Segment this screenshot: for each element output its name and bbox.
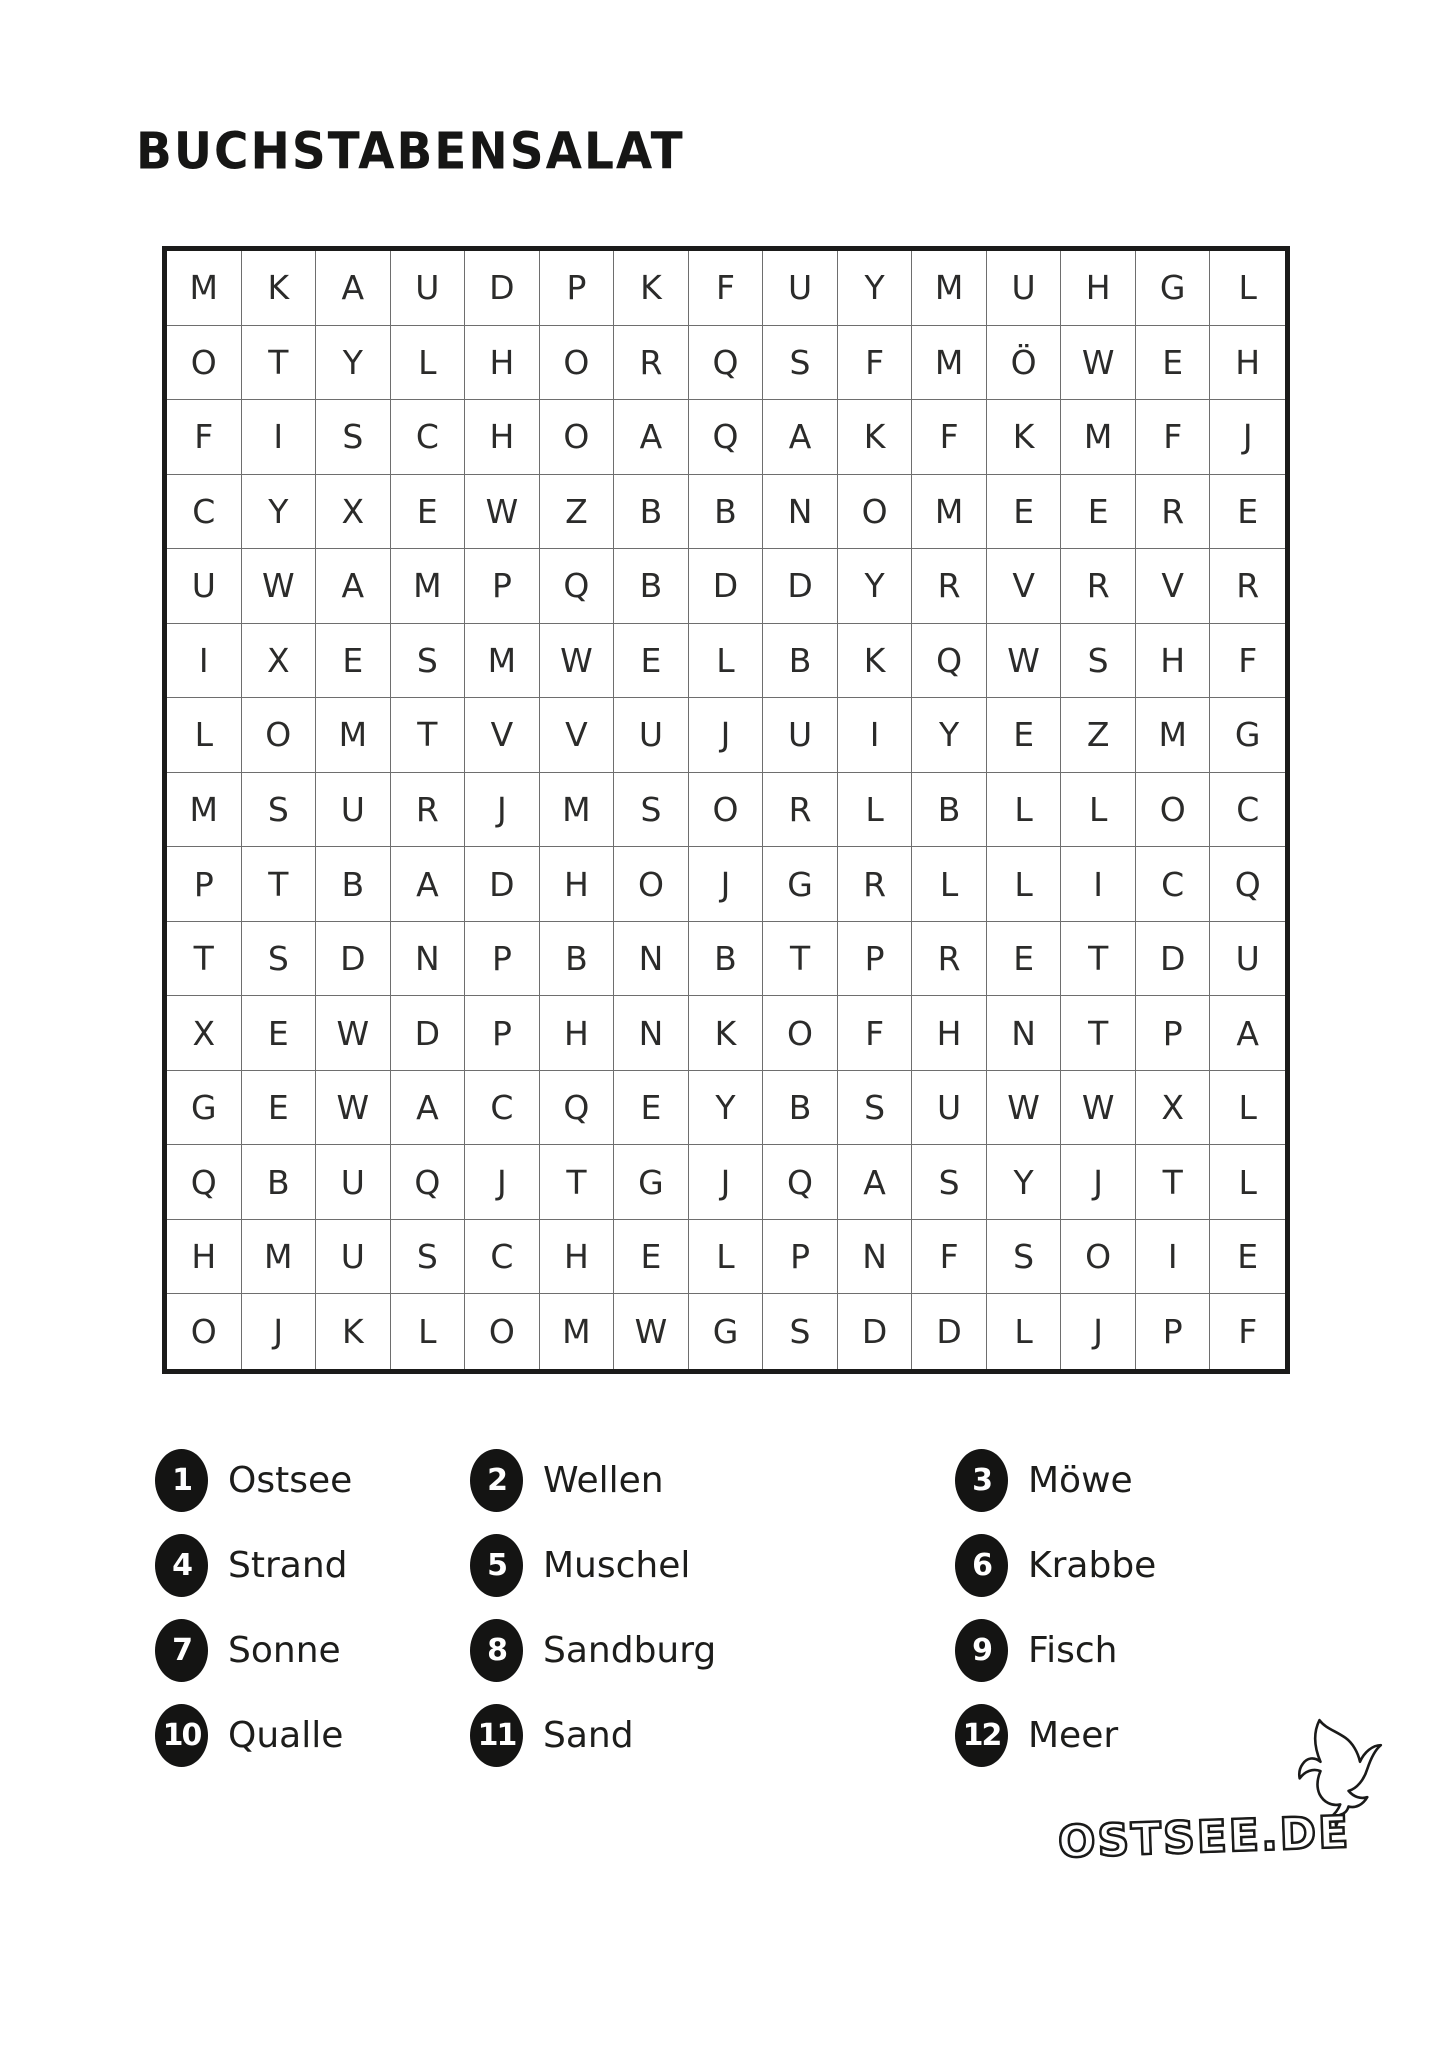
grid-cell-r3-c2[interactable]: I bbox=[242, 400, 317, 475]
word-list-item-1 bbox=[155, 1438, 470, 1523]
grid-cell-r3-c12[interactable]: K bbox=[987, 400, 1062, 475]
logo bbox=[1050, 1700, 1410, 1900]
grid-cell-r5-c3[interactable]: A bbox=[316, 549, 391, 624]
word-number-badge: 3 bbox=[955, 1449, 1008, 1512]
word-number-badge: 12 bbox=[955, 1704, 1008, 1767]
grid-cell-r10-c13[interactable]: T bbox=[1061, 922, 1136, 997]
grid-cell-r5-c1[interactable]: U bbox=[167, 549, 242, 624]
grid-cell-r5-c5[interactable]: P bbox=[465, 549, 540, 624]
grid-cell-r3-c4[interactable]: C bbox=[391, 400, 466, 475]
word-label: Sonne bbox=[228, 1630, 341, 1671]
grid-cell-r2-c13[interactable]: W bbox=[1061, 326, 1136, 401]
word-number-badge: 2 bbox=[470, 1449, 523, 1512]
grid-cell-r11-c3[interactable]: W bbox=[316, 996, 391, 1071]
grid-cell-r5-c7[interactable]: B bbox=[614, 549, 689, 624]
grid-cell-r7-c11[interactable]: Y bbox=[912, 698, 987, 773]
grid-cell-r3-c8[interactable]: Q bbox=[689, 400, 764, 475]
grid-cell-r1-c3[interactable]: A bbox=[316, 251, 391, 326]
grid-cell-r10-c12[interactable]: E bbox=[987, 922, 1062, 997]
grid-cell-r6-c5[interactable]: M bbox=[465, 624, 540, 699]
grid-cell-r15-c13[interactable]: J bbox=[1061, 1294, 1136, 1369]
grid-cell-r11-c10[interactable]: F bbox=[838, 996, 913, 1071]
grid-cell-r4-c9[interactable]: N bbox=[763, 475, 838, 550]
grid-cell-r3-c11[interactable]: F bbox=[912, 400, 987, 475]
grid-cell-r9-c9[interactable]: G bbox=[763, 847, 838, 922]
grid-cell-r2-c4[interactable]: L bbox=[391, 326, 466, 401]
grid-cell-r3-c13[interactable]: M bbox=[1061, 400, 1136, 475]
grid-cell-r8-c6[interactable]: M bbox=[540, 773, 615, 848]
word-list-item-2 bbox=[470, 1438, 955, 1523]
grid-cell-r4-c15[interactable]: E bbox=[1210, 475, 1285, 550]
grid-cell-r15-c11[interactable]: D bbox=[912, 1294, 987, 1369]
grid-cell-r3-c10[interactable]: K bbox=[838, 400, 913, 475]
grid-cell-r15-c14[interactable]: P bbox=[1136, 1294, 1211, 1369]
grid-cell-r13-c11[interactable]: S bbox=[912, 1145, 987, 1220]
grid-cell-r15-c10[interactable]: D bbox=[838, 1294, 913, 1369]
word-list-item-9 bbox=[955, 1608, 1315, 1693]
grid-cell-r14-c11[interactable]: F bbox=[912, 1220, 987, 1295]
grid-cell-r7-c5[interactable]: V bbox=[465, 698, 540, 773]
grid-cell-r5-c11[interactable]: R bbox=[912, 549, 987, 624]
grid-cell-r1-c5[interactable]: D bbox=[465, 251, 540, 326]
grid-cell-r10-c10[interactable]: P bbox=[838, 922, 913, 997]
word-number-badge: 5 bbox=[470, 1534, 523, 1597]
grid-cell-r4-c10[interactable]: O bbox=[838, 475, 913, 550]
grid-cell-r7-c4[interactable]: T bbox=[391, 698, 466, 773]
grid-cell-r12-c5[interactable]: C bbox=[465, 1071, 540, 1146]
word-label: Möwe bbox=[1028, 1460, 1133, 1501]
grid-cell-r12-c3[interactable]: W bbox=[316, 1071, 391, 1146]
grid-cell-r3-c3[interactable]: S bbox=[316, 400, 391, 475]
grid-cell-r2-c6[interactable]: O bbox=[540, 326, 615, 401]
grid-cell-r6-c7[interactable]: E bbox=[614, 624, 689, 699]
grid-cell-r8-c14[interactable]: O bbox=[1136, 773, 1211, 848]
grid-cell-r15-c15[interactable]: F bbox=[1238, 1312, 1258, 1352]
grid-cell-r5-c10[interactable]: Y bbox=[838, 549, 913, 624]
word-list-item-11 bbox=[470, 1693, 955, 1778]
grid-cell-r6-c14[interactable]: H bbox=[1136, 624, 1211, 699]
grid-cell-r8-c10[interactable]: L bbox=[838, 773, 913, 848]
grid-cell-r6-c15[interactable]: F bbox=[1210, 624, 1285, 699]
grid-cell-r9-c12[interactable]: L bbox=[987, 847, 1062, 922]
letter-grid bbox=[162, 246, 1290, 1374]
grid-cell-r7-c12[interactable]: E bbox=[987, 698, 1062, 773]
grid-cell-r10-c15[interactable]: U bbox=[1210, 922, 1285, 997]
grid-cell-r14-c6[interactable]: H bbox=[540, 1220, 615, 1295]
grid-cell-r2-c14[interactable]: E bbox=[1136, 326, 1211, 401]
grid-cell-r13-c6[interactable]: T bbox=[540, 1145, 615, 1220]
grid-cell-r14-c14[interactable]: I bbox=[1136, 1220, 1211, 1295]
grid-cell-r7-c2[interactable]: O bbox=[242, 698, 317, 773]
word-number-badge: 4 bbox=[155, 1534, 208, 1597]
grid-cell-r3-c5[interactable]: H bbox=[465, 400, 540, 475]
grid-cell-r1-c13[interactable]: H bbox=[1061, 251, 1136, 326]
grid-cell-r9-c4[interactable]: A bbox=[391, 847, 466, 922]
grid-cell-r7-c8[interactable]: J bbox=[689, 698, 764, 773]
grid-cell-r13-c4[interactable]: Q bbox=[391, 1145, 466, 1220]
grid-cell-r11-c4[interactable]: D bbox=[391, 996, 466, 1071]
grid-cell-r8-c15[interactable]: C bbox=[1210, 773, 1285, 848]
grid-cell-r14-c7[interactable]: E bbox=[614, 1220, 689, 1295]
grid-cell-r12-c4[interactable]: A bbox=[391, 1071, 466, 1146]
grid-cell-r6-c3[interactable]: E bbox=[316, 624, 391, 699]
grid-cell-r9-c3[interactable]: B bbox=[316, 847, 391, 922]
grid-cell-r12-c15[interactable]: L bbox=[1210, 1071, 1285, 1146]
grid-cell-r2-c1[interactable]: O bbox=[167, 326, 242, 401]
grid-cell-r10-c8[interactable]: B bbox=[689, 922, 764, 997]
grid-cell-r6-c12[interactable]: W bbox=[987, 624, 1062, 699]
word-label: Qualle bbox=[228, 1715, 344, 1756]
grid-cell-r6-c4[interactable]: S bbox=[391, 624, 466, 699]
grid-cell-r4-c11[interactable]: M bbox=[912, 475, 987, 550]
word-label: Muschel bbox=[543, 1545, 691, 1586]
grid-cell-r13-c10[interactable]: A bbox=[838, 1145, 913, 1220]
grid-cell-r1-c11[interactable]: M bbox=[912, 251, 987, 326]
grid-cell-r12-c1[interactable]: G bbox=[167, 1071, 242, 1146]
grid-cell-r8-c11[interactable]: B bbox=[912, 773, 987, 848]
grid-cell-r15-c8[interactable]: G bbox=[689, 1294, 764, 1369]
grid-cell-r12-c2[interactable]: E bbox=[242, 1071, 317, 1146]
word-list-item-10 bbox=[155, 1693, 470, 1778]
grid-cell-r8-c13[interactable]: L bbox=[1061, 773, 1136, 848]
grid-cell-r7-c3[interactable]: M bbox=[316, 698, 391, 773]
grid-cell-r7-c1[interactable]: L bbox=[167, 698, 242, 773]
grid-cell-r13-c9[interactable]: Q bbox=[763, 1145, 838, 1220]
grid-cell-r14-c13[interactable]: O bbox=[1061, 1220, 1136, 1295]
grid-cell-r13-c8[interactable]: J bbox=[689, 1145, 764, 1220]
word-label: Wellen bbox=[543, 1460, 664, 1501]
grid-cell-r14-c4[interactable]: S bbox=[391, 1220, 466, 1295]
grid-cell-r10-c3[interactable]: D bbox=[316, 922, 391, 997]
grid-cell-r9-c13[interactable]: I bbox=[1061, 847, 1136, 922]
grid-cell-r7-c15[interactable]: G bbox=[1210, 698, 1285, 773]
word-label: Sand bbox=[543, 1715, 634, 1756]
grid-cell-r2-c11[interactable]: M bbox=[912, 326, 987, 401]
grid-cell-r6-c1[interactable]: I bbox=[167, 624, 242, 699]
grid-cell-r8-c5[interactable]: J bbox=[465, 773, 540, 848]
grid-cell-r1-c14[interactable]: G bbox=[1136, 251, 1211, 326]
grid-cell-r11-c12[interactable]: N bbox=[987, 996, 1062, 1071]
grid-cell-r5-c4[interactable]: M bbox=[391, 549, 466, 624]
grid-cell-r11-c1[interactable]: X bbox=[167, 996, 242, 1071]
grid-cell-r2-c10[interactable]: F bbox=[838, 326, 913, 401]
word-number-badge: 1 bbox=[155, 1449, 208, 1512]
grid-cell-r2-c8[interactable]: Q bbox=[689, 326, 764, 401]
grid-cell-r9-c5[interactable]: D bbox=[465, 847, 540, 922]
grid-cell-r6-c2[interactable]: X bbox=[242, 624, 317, 699]
grid-cell-r6-c11[interactable]: Q bbox=[912, 624, 987, 699]
grid-cell-r14-c3[interactable]: U bbox=[316, 1220, 391, 1295]
grid-cell-r5-c9[interactable]: D bbox=[763, 549, 838, 624]
grid-cell-r5-c15[interactable]: R bbox=[1210, 549, 1285, 624]
grid-cell-r6-c9[interactable]: B bbox=[763, 624, 838, 699]
grid-cell-r4-c1[interactable]: C bbox=[167, 475, 242, 550]
grid-cell-r14-c12[interactable]: S bbox=[987, 1220, 1062, 1295]
grid-cell-r13-c5[interactable]: J bbox=[465, 1145, 540, 1220]
grid-cell-r12-c9[interactable]: B bbox=[763, 1071, 838, 1146]
grid-cell-r5-c12[interactable]: V bbox=[987, 549, 1062, 624]
word-list-item-6 bbox=[955, 1523, 1315, 1608]
grid-cell-r15-c2[interactable]: J bbox=[242, 1294, 317, 1369]
grid-cell-r12-c7[interactable]: E bbox=[614, 1071, 689, 1146]
grid-cell-r5-c14[interactable]: V bbox=[1136, 549, 1211, 624]
grid-cell-r11-c14[interactable]: P bbox=[1136, 996, 1211, 1071]
grid-cell-r11-c15[interactable]: A bbox=[1210, 996, 1285, 1071]
grid-cell-r12-c11[interactable]: U bbox=[912, 1071, 987, 1146]
grid-cell-r10-c1[interactable]: T bbox=[167, 922, 242, 997]
grid-cell-r9-c1[interactable]: P bbox=[167, 847, 242, 922]
grid-cell-r13-c2[interactable]: B bbox=[242, 1145, 317, 1220]
grid-cell-r10-c14[interactable]: D bbox=[1136, 922, 1211, 997]
grid-cell-r8-c1[interactable]: M bbox=[167, 773, 242, 848]
grid-cell-r7-c7[interactable]: U bbox=[614, 698, 689, 773]
grid-cell-r15-c4[interactable]: L bbox=[391, 1294, 466, 1369]
grid-cell-r4-c6[interactable]: Z bbox=[540, 475, 615, 550]
grid-cell-r3-c15[interactable]: J bbox=[1210, 400, 1285, 475]
grid-cell-r15-c9[interactable]: S bbox=[763, 1294, 838, 1369]
grid-cell-r1-c10[interactable]: Y bbox=[838, 251, 913, 326]
grid-cell-r1-c15[interactable]: L bbox=[1210, 251, 1285, 326]
grid-cell-r1-c7[interactable]: K bbox=[614, 251, 689, 326]
word-number-badge: 9 bbox=[955, 1619, 1008, 1682]
word-number-badge: 7 bbox=[155, 1619, 208, 1682]
grid-cell-r2-c12[interactable]: Ö bbox=[987, 326, 1062, 401]
grid-cell-r4-c13[interactable]: E bbox=[1061, 475, 1136, 550]
grid-cell-r11-c7[interactable]: N bbox=[614, 996, 689, 1071]
grid-cell-r7-c13[interactable]: Z bbox=[1061, 698, 1136, 773]
word-label: Sandburg bbox=[543, 1630, 717, 1671]
grid-cell-r13-c12[interactable]: Y bbox=[987, 1145, 1062, 1220]
grid-cell-r13-c15[interactable]: L bbox=[1210, 1145, 1285, 1220]
grid-cell-r10-c7[interactable]: N bbox=[614, 922, 689, 997]
grid-cell-r8-c3[interactable]: U bbox=[316, 773, 391, 848]
logo-text: OSTSEE.DE bbox=[1057, 1806, 1352, 1869]
grid-cell-r7-c14[interactable]: M bbox=[1136, 698, 1211, 773]
grid-cell-r15-c1[interactable]: O bbox=[167, 1294, 242, 1369]
grid-cell-r9-c11[interactable]: L bbox=[912, 847, 987, 922]
grid-cell-r14-c15[interactable]: E bbox=[1210, 1220, 1285, 1295]
grid-cell-r14-c10[interactable]: N bbox=[838, 1220, 913, 1295]
word-number-badge: 10 bbox=[155, 1704, 208, 1767]
grid-cell-r2-c15[interactable]: H bbox=[1210, 326, 1285, 401]
word-label: Strand bbox=[228, 1545, 348, 1586]
word-label: Ostsee bbox=[228, 1460, 353, 1501]
grid-cell-r8-c2[interactable]: S bbox=[242, 773, 317, 848]
grid-cell-r12-c10[interactable]: S bbox=[838, 1071, 913, 1146]
grid-cell-r13-c7[interactable]: G bbox=[614, 1145, 689, 1220]
page-title: BUCHSTABENSALAT bbox=[136, 122, 685, 182]
grid-cell-r6-c10[interactable]: K bbox=[838, 624, 913, 699]
grid-cell-r8-c4[interactable]: R bbox=[391, 773, 466, 848]
grid-cell-r2-c7[interactable]: R bbox=[614, 326, 689, 401]
grid-cell-r11-c11[interactable]: H bbox=[912, 996, 987, 1071]
grid-cell-r7-c9[interactable]: U bbox=[763, 698, 838, 773]
grid-cell-r15-c6[interactable]: M bbox=[540, 1294, 615, 1369]
grid-cell-r14-c9[interactable]: P bbox=[763, 1220, 838, 1295]
grid-cell-r4-c2[interactable]: Y bbox=[242, 475, 317, 550]
grid-cell-r13-c1[interactable]: Q bbox=[167, 1145, 242, 1220]
grid-cell-r10-c6[interactable]: B bbox=[540, 922, 615, 997]
word-number-badge: 6 bbox=[955, 1534, 1008, 1597]
grid-cell-r1-c2[interactable]: K bbox=[242, 251, 317, 326]
grid-cell-r15-c5[interactable]: O bbox=[465, 1294, 540, 1369]
grid-cell-r2-c2[interactable]: T bbox=[242, 326, 317, 401]
grid-cell-r11-c9[interactable]: O bbox=[763, 996, 838, 1071]
grid-cell-r1-c4[interactable]: U bbox=[391, 251, 466, 326]
grid-cell-r14-c2[interactable]: M bbox=[242, 1220, 317, 1295]
grid-cell-r2-c5[interactable]: H bbox=[465, 326, 540, 401]
grid-cell-r1-c1[interactable]: M bbox=[167, 251, 242, 326]
word-number-badge: 8 bbox=[470, 1619, 523, 1682]
grid-cell-r11-c8[interactable]: K bbox=[689, 996, 764, 1071]
grid-cell-r4-c3[interactable]: X bbox=[316, 475, 391, 550]
grid-cell-r4-c5[interactable]: W bbox=[465, 475, 540, 550]
grid-cell-r5-c6[interactable]: Q bbox=[540, 549, 615, 624]
grid-cell-r12-c14[interactable]: X bbox=[1136, 1071, 1211, 1146]
grid-cell-r10-c2[interactable]: S bbox=[242, 922, 317, 997]
grid-cell-r12-c13[interactable]: W bbox=[1061, 1071, 1136, 1146]
grid-cell-r4-c7[interactable]: B bbox=[614, 475, 689, 550]
grid-cell-r4-c8[interactable]: B bbox=[689, 475, 764, 550]
grid-cell-r10-c4[interactable]: N bbox=[391, 922, 466, 997]
grid-cell-r3-c6[interactable]: O bbox=[540, 400, 615, 475]
grid-cell-r8-c8[interactable]: O bbox=[689, 773, 764, 848]
word-list-item-5 bbox=[470, 1523, 955, 1608]
grid-cell-r14-c1[interactable]: H bbox=[167, 1220, 242, 1295]
grid-cell-r10-c5[interactable]: P bbox=[465, 922, 540, 997]
grid-cell-r5-c2[interactable]: W bbox=[242, 549, 317, 624]
word-list-item-7 bbox=[155, 1608, 470, 1693]
grid-cell-r3-c7[interactable]: A bbox=[614, 400, 689, 475]
grid-cell-r6-c6[interactable]: W bbox=[540, 624, 615, 699]
grid-cell-r9-c2[interactable]: T bbox=[242, 847, 317, 922]
grid-cell-r1-c12[interactable]: U bbox=[987, 251, 1062, 326]
grid-cell-r13-c3[interactable]: U bbox=[316, 1145, 391, 1220]
grid-cell-r1-c8[interactable]: F bbox=[689, 251, 764, 326]
grid-cell-r12-c12[interactable]: W bbox=[987, 1071, 1062, 1146]
grid-cell-r5-c13[interactable]: R bbox=[1061, 549, 1136, 624]
word-list-item-3 bbox=[955, 1438, 1315, 1523]
word-number-badge: 11 bbox=[470, 1704, 523, 1767]
grid-cell-r11-c2[interactable]: E bbox=[242, 996, 317, 1071]
grid-cell-r9-c6[interactable]: H bbox=[540, 847, 615, 922]
grid-cell-r11-c6[interactable]: H bbox=[540, 996, 615, 1071]
grid-cell-r9-c7[interactable]: O bbox=[614, 847, 689, 922]
grid-cell-r8-c7[interactable]: S bbox=[614, 773, 689, 848]
grid-cell-r7-c6[interactable]: V bbox=[540, 698, 615, 773]
grid-cell-r15-c3[interactable]: K bbox=[316, 1294, 391, 1369]
grid-cell-r12-c6[interactable]: Q bbox=[540, 1071, 615, 1146]
grid-cell-r1-c9[interactable]: U bbox=[763, 251, 838, 326]
grid-cell-r6-c8[interactable]: L bbox=[689, 624, 764, 699]
grid-cell-r6-c13[interactable]: S bbox=[1061, 624, 1136, 699]
grid-cell-r15-c7[interactable]: W bbox=[614, 1294, 689, 1369]
grid-cell-r9-c15[interactable]: Q bbox=[1210, 847, 1285, 922]
grid-cell-r15-c12[interactable]: L bbox=[987, 1294, 1062, 1369]
grid-cell-r13-c14[interactable]: T bbox=[1136, 1145, 1211, 1220]
grid-cell-r14-c8[interactable]: L bbox=[689, 1220, 764, 1295]
grid-cell-r9-c8[interactable]: J bbox=[689, 847, 764, 922]
grid-cell-r3-c1[interactable]: F bbox=[167, 400, 242, 475]
grid-cell-r3-c14[interactable]: F bbox=[1136, 400, 1211, 475]
grid-cell-r4-c14[interactable]: R bbox=[1136, 475, 1211, 550]
grid-cell-r4-c4[interactable]: E bbox=[391, 475, 466, 550]
grid-cell-r11-c13[interactable]: T bbox=[1061, 996, 1136, 1071]
grid-cell-r10-c11[interactable]: R bbox=[912, 922, 987, 997]
grid-cell-r12-c8[interactable]: Y bbox=[689, 1071, 764, 1146]
word-list-item-4 bbox=[155, 1523, 470, 1608]
grid-cell-r2-c9[interactable]: S bbox=[763, 326, 838, 401]
word-list-item-8 bbox=[470, 1608, 955, 1693]
grid-cell-r14-c5[interactable]: C bbox=[465, 1220, 540, 1295]
grid-cell-r1-c6[interactable]: P bbox=[540, 251, 615, 326]
grid-cell-r9-c10[interactable]: R bbox=[838, 847, 913, 922]
grid-cell-r7-c10[interactable]: I bbox=[838, 698, 913, 773]
grid-cell-r9-c14[interactable]: C bbox=[1136, 847, 1211, 922]
word-label: Fisch bbox=[1028, 1630, 1118, 1671]
grid-cell-r11-c5[interactable]: P bbox=[465, 996, 540, 1071]
word-label: Krabbe bbox=[1028, 1545, 1157, 1586]
grid-cell-r3-c9[interactable]: A bbox=[763, 400, 838, 475]
grid-cell-r2-c3[interactable]: Y bbox=[316, 326, 391, 401]
grid-cell-r10-c9[interactable]: T bbox=[763, 922, 838, 997]
grid-cell-r8-c9[interactable]: R bbox=[763, 773, 838, 848]
grid-cell-r4-c12[interactable]: E bbox=[987, 475, 1062, 550]
grid-cell-r5-c8[interactable]: D bbox=[689, 549, 764, 624]
grid-cell-r13-c13[interactable]: J bbox=[1061, 1145, 1136, 1220]
word-label: Meer bbox=[1028, 1715, 1119, 1756]
grid-cell-r8-c12[interactable]: L bbox=[987, 773, 1062, 848]
